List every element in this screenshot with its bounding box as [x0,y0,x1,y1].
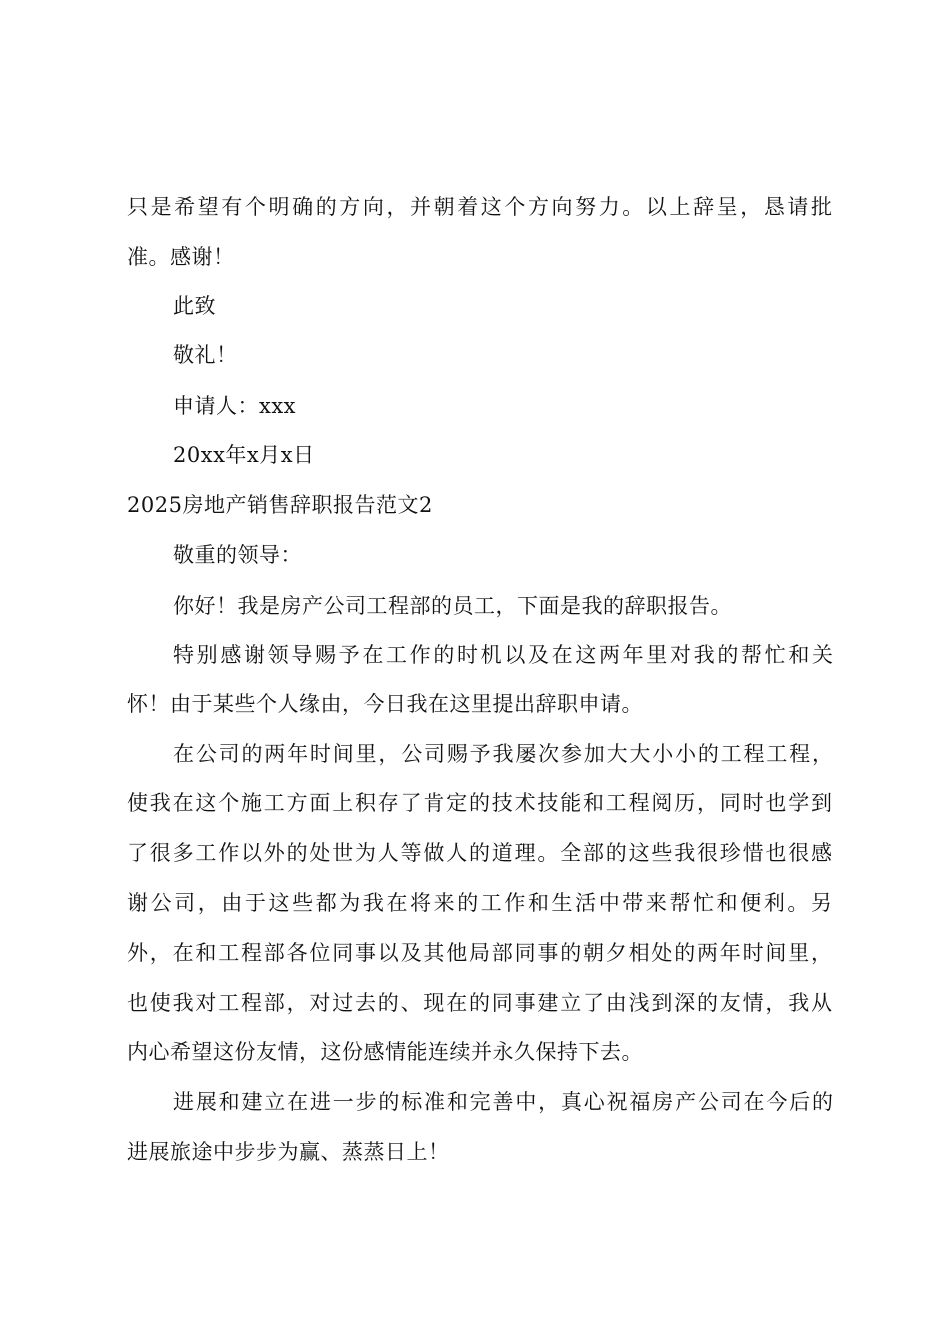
paragraph-line: 外，在和工程部各位同事以及其他局部同事的朝夕相处的两年时间里， [127,941,832,965]
greeting: 敬重的领导： [173,543,302,567]
paragraph-line: 了很多工作以外的处世为人等做人的道理。全部的这些我很珍惜也很感 [127,841,832,865]
applicant-name: 申请人：xxx [173,394,297,418]
paragraph-line: 使我在这个施工方面上积存了肯定的技术技能和工程阅历，同时也学到 [127,791,832,815]
closing-regards: 敬礼！ [173,343,238,367]
letter-date: 20xx年x月x日 [173,443,315,467]
paragraph-line: 只是希望有个明确的方向，并朝着这个方向努力。以上辞呈，恳请批 [127,195,832,219]
paragraph-line: 你好！我是房产公司工程部的员工，下面是我的辞职报告。 [173,594,732,618]
closing-salutation: 此致 [173,294,216,318]
paragraph-line: 谢公司，由于这些都为我在将来的工作和生活中带来帮忙和便利。另 [127,891,832,915]
paragraph-line: 内心希望这份友情，这份感情能连续并永久保持下去。 [127,1040,643,1064]
section-title: 2025房地产销售辞职报告范文2 [127,493,433,517]
paragraph-line: 怀！由于某些个人缘由，今日我在这里提出辞职申请。 [127,692,643,716]
paragraph-line: 进展旅途中步步为赢、蒸蒸日上！ [127,1140,450,1164]
paragraph-line: 也使我对工程部，对过去的、现在的同事建立了由浅到深的友情，我从 [127,991,832,1015]
paragraph-line: 在公司的两年时间里，公司赐予我屡次参加大大小小的工程工程， [173,742,833,766]
paragraph-line: 特别感谢领导赐予在工作的时机以及在这两年里对我的帮忙和关 [173,643,833,667]
paragraph-line: 进展和建立在进一步的标准和完善中，真心祝福房产公司在今后的 [173,1090,833,1114]
paragraph-line: 准。感谢！ [127,245,235,269]
